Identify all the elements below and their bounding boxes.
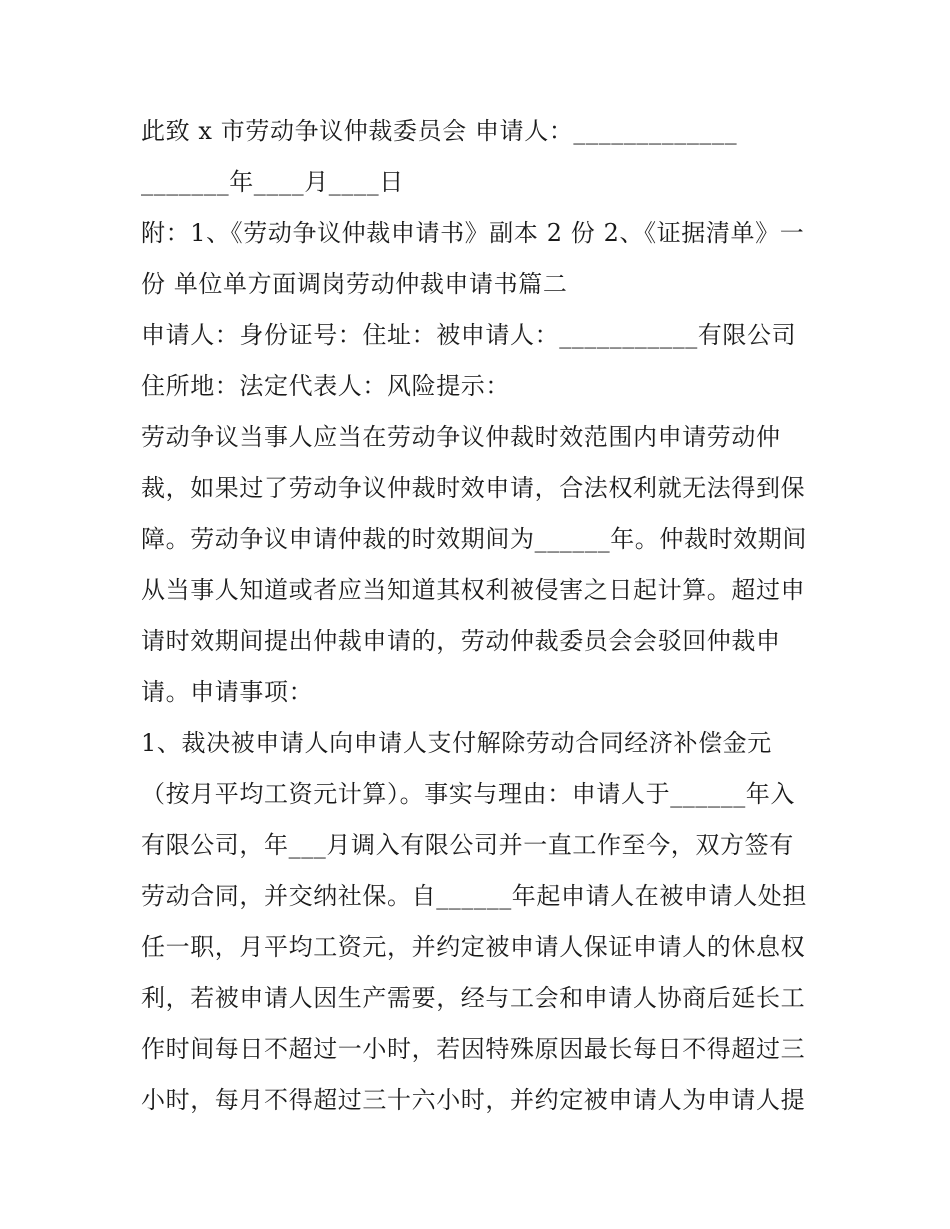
text-line: 作时间每日不超过一小时，若因特殊原因最长每日不得超过三 bbox=[141, 1035, 806, 1063]
text-line: 份 单位单方面调岗劳动仲裁申请书篇二 bbox=[141, 270, 568, 298]
text-line: _______年____月____日 bbox=[141, 168, 404, 196]
text-line: 障。劳动争议申请仲裁的时效期间为______年。仲裁时效期间 bbox=[141, 525, 807, 553]
text-line: 1、裁决被申请人向申请人支付解除劳动合同经济补偿金元 bbox=[141, 729, 772, 757]
text-line: 劳动合同，并交纳社保。自______年起申请人在被申请人处担 bbox=[141, 882, 807, 910]
document-page bbox=[141, 106, 813, 1126]
text-line: 任一职，月平均工资元，并约定被申请人保证申请人的休息权 bbox=[141, 933, 806, 961]
text-line: 请时效期间提出仲裁申请的，劳动仲裁委员会会驳回仲裁申 bbox=[141, 627, 781, 655]
text-line: 此致 x 市劳动争议仲裁委员会 申请人：_____________ bbox=[141, 117, 738, 145]
text-line: 住所地：法定代表人：风险提示： bbox=[141, 372, 510, 400]
text-line: （按月平均工资元计算）。事实与理由：申请人于______年入 bbox=[141, 780, 795, 808]
text-line: 劳动争议当事人应当在劳动争议仲裁时效范围内申请劳动仲 bbox=[141, 423, 781, 451]
text-line: 有限公司，年___月调入有限公司并一直工作至今，双方签有 bbox=[141, 831, 794, 859]
text-line: 附：1、《劳动争议仲裁申请书》副本 2 份 2、《证据清单》一 bbox=[141, 219, 805, 247]
text-line: 小时，每月不得超过三十六小时，并约定被申请人为申请人提 bbox=[141, 1086, 806, 1114]
text-line: 申请人：身份证号：住址：被申请人：___________有限公司 bbox=[141, 321, 797, 349]
text-line: 从当事人知道或者应当知道其权利被侵害之日起计算。超过申 bbox=[141, 576, 806, 604]
text-line: 裁，如果过了劳动争议仲裁时效申请，合法权利就无法得到保 bbox=[141, 474, 806, 502]
text-line: 请。申请事项： bbox=[141, 678, 314, 706]
text-line: 利，若被申请人因生产需要，经与工会和申请人协商后延长工 bbox=[141, 984, 806, 1012]
